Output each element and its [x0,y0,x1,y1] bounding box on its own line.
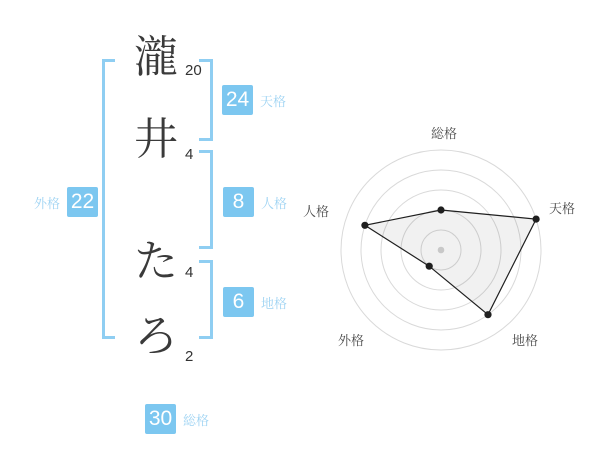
chikaku-label: 地格 [261,295,288,311]
soukaku-label: 総格 [183,412,210,428]
radar-axis-label-soukaku: 総格 [430,126,457,141]
tenkaku-value: 24 [222,85,253,115]
radar-axis-label-chikaku: 地格 [511,333,538,348]
name-char-2: 井 [134,115,178,164]
stroke-count-3: 4 [185,264,194,281]
jinkaku-label: 人格 [261,195,288,211]
name-char-3: た [134,237,178,286]
radar-axis-label-tenkaku: 天格 [548,201,575,216]
name-char-4: ろ [134,312,178,361]
name-char-1: 瀧 [134,33,178,82]
radar-axis-label-gaikaku: 外格 [337,333,364,348]
stroke-count-1: 20 [185,62,202,79]
soukaku-value: 30 [145,404,176,434]
chikaku-value: 6 [223,287,254,317]
gaikaku-value: 22 [67,187,98,217]
stroke-count-4: 2 [185,348,194,365]
radar-axis-label-jinkaku: 人格 [302,204,329,219]
jinkaku-value: 8 [223,187,254,217]
stroke-count-2: 4 [185,146,194,163]
gaikaku-label: 外格 [33,195,60,211]
tenkaku-label: 天格 [260,93,287,109]
